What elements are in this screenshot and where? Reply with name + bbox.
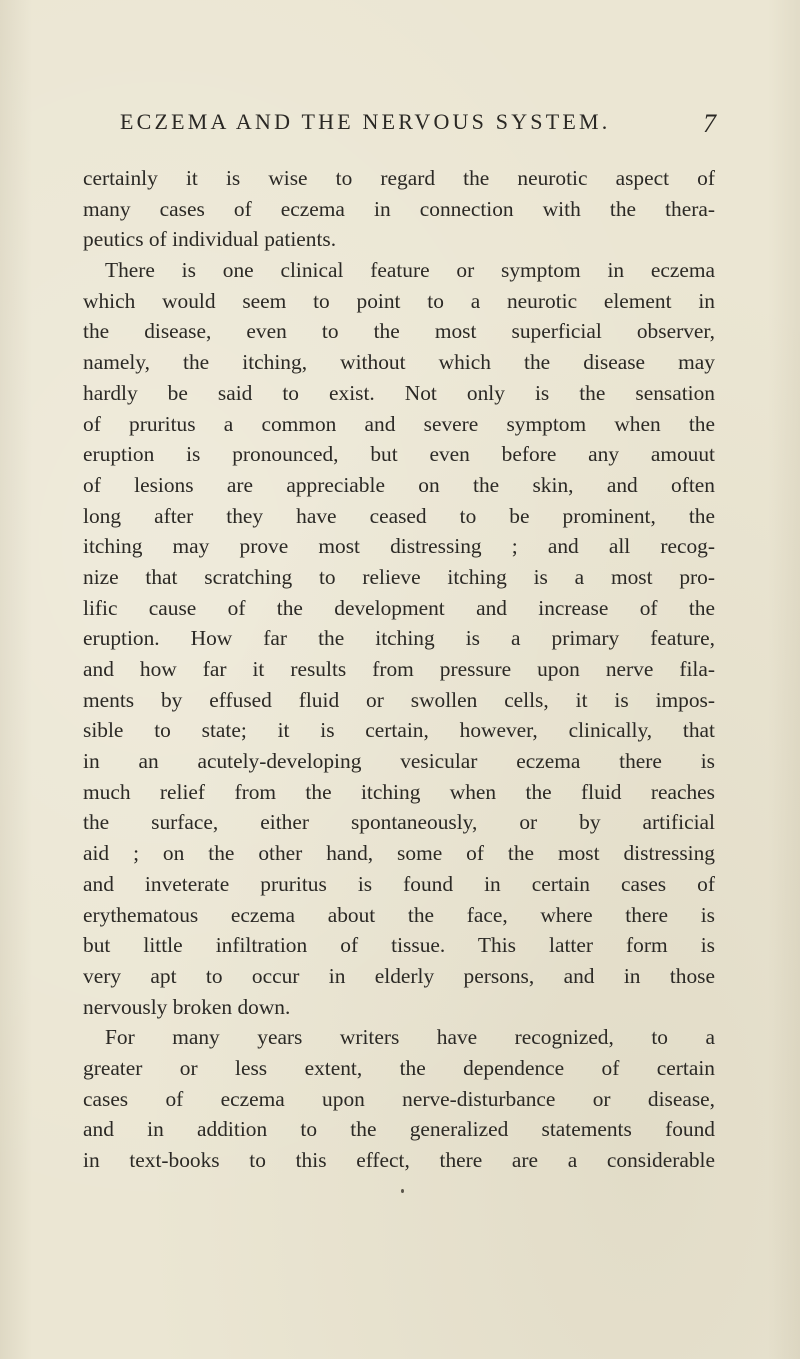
- text-line: nize that scratching to relieve itching is a most pro-: [83, 564, 715, 589]
- text-line: and inveterate pruritus is found in certain cases of: [83, 871, 715, 896]
- text-line: aid ; on the other hand, some of the most distressing: [83, 841, 715, 866]
- text-line: For many years writers have recognized, to a: [105, 1025, 715, 1050]
- text-line: hardly be said to exist. Not only is the sensation: [83, 380, 715, 405]
- text-line: and in addition to the generalized statements found: [83, 1117, 715, 1142]
- text-line: very apt to occur in elderly persons, and in those: [83, 963, 715, 988]
- text-line: eruption. How far the itching is a primary feature,: [83, 626, 715, 651]
- text-line: of pruritus a common and severe symptom when the: [83, 411, 715, 436]
- running-head: [120, 104, 716, 140]
- text-line: ments by effused fluid or swollen cells, it is impos-: [83, 687, 715, 712]
- text-line: in text-books to this effect, there are a considerable: [83, 1148, 715, 1172]
- text-line: certainly it is wise to regard the neurotic aspect of: [83, 166, 715, 190]
- text-line: but little infiltration of tissue. This latter form is: [83, 933, 715, 958]
- text-line: namely, the itching, without which the disease may: [83, 350, 715, 375]
- text-line: and how far it results from pressure upon nerve fila-: [83, 657, 715, 681]
- text-line: in an acutely-developing vesicular eczema there is: [83, 749, 715, 774]
- text-line: eruption is pronounced, but even before any amouut: [83, 442, 715, 467]
- text-line: of lesions are appreciable on the skin, and often: [83, 472, 715, 497]
- text-line: erythematous eczema about the face, where there is: [83, 902, 715, 927]
- text-line: itching may prove most distressing ; and all recog-: [83, 534, 715, 559]
- text-line: much relief from the itching when the fluid reaches: [83, 779, 715, 804]
- text-line: the disease, even to the most superficial observer,: [83, 319, 715, 344]
- text-line: lific cause of the development and increase of the: [83, 595, 715, 620]
- text-line: nervously broken down.: [83, 994, 291, 1019]
- text-line: cases of eczema upon nerve-disturbance or disease,: [83, 1086, 715, 1111]
- text-line: greater or less extent, the dependence of certain: [83, 1055, 715, 1080]
- page-number: 7: [703, 109, 716, 138]
- text-line: the surface, either spontaneously, or by artificial: [83, 810, 715, 835]
- text-line: many cases of eczema in connection with the thera-: [83, 196, 715, 221]
- text-line: There is one clinical feature or symptom in eczema: [105, 258, 715, 283]
- text-line: which would seem to point to a neurotic element in: [83, 288, 715, 313]
- running-head-title: ECZEMA AND THE NERVOUS SYSTEM.: [120, 109, 611, 134]
- ink-speck: [401, 1189, 404, 1193]
- text-line: sible to state; it is certain, however, clinically, that: [83, 718, 715, 743]
- body-text: [83, 163, 715, 1176]
- text-line: long after they have ceased to be prominent, the: [83, 503, 715, 528]
- text-line: peutics of individual patients.: [83, 227, 337, 252]
